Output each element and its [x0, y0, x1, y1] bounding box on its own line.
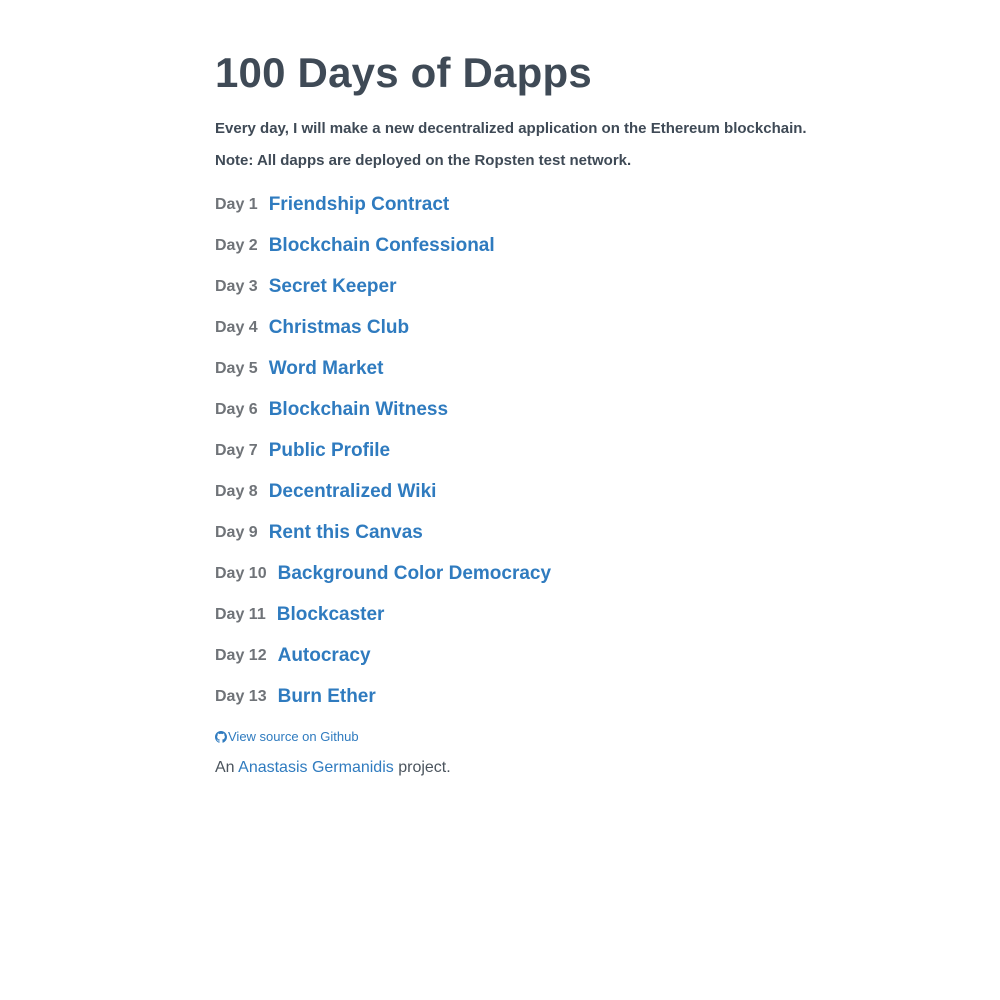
day-label: Day 6 [215, 400, 258, 418]
dapp-link[interactable]: Public Profile [268, 439, 391, 461]
dapp-link[interactable]: Blockchain Witness [268, 398, 449, 420]
list-item [215, 389, 835, 430]
day-label: Day 1 [215, 195, 258, 213]
dapp-link[interactable]: Background Color Democracy [277, 562, 552, 584]
page-title: 100 Days of Dapps [215, 49, 592, 96]
dapp-link[interactable]: Secret Keeper [268, 275, 397, 297]
dapp-link[interactable]: Decentralized Wiki [268, 480, 437, 502]
footer-credit [215, 757, 835, 779]
list-item [215, 430, 835, 471]
list-item [215, 348, 835, 389]
day-label: Day 10 [215, 564, 267, 582]
dapp-link[interactable]: Word Market [268, 357, 384, 379]
dapp-link[interactable]: Rent this Canvas [268, 521, 423, 543]
day-label: Day 9 [215, 523, 258, 541]
main-content [215, 46, 835, 779]
list-item [215, 184, 835, 225]
github-link-label: View source on Github [228, 728, 359, 744]
day-label: Day 4 [215, 318, 258, 336]
day-label: Day 7 [215, 441, 258, 459]
list-item [215, 594, 835, 635]
day-label: Day 3 [215, 277, 258, 295]
dapp-link[interactable]: Blockchain Confessional [268, 234, 495, 256]
list-item [215, 307, 835, 348]
footer-suffix: project. [398, 759, 451, 776]
dapp-link[interactable]: Blockcaster [276, 603, 385, 625]
github-icon [215, 731, 227, 743]
list-item [215, 553, 835, 594]
dapp-link[interactable]: Autocracy [277, 644, 371, 666]
day-label: Day 13 [215, 687, 267, 705]
days-list [215, 184, 835, 717]
list-item [215, 266, 835, 307]
network-note: Note: All dapps are deployed on the Ropsten test network. [215, 152, 632, 169]
list-item [215, 635, 835, 676]
intro-text: Every day, I will make a new decentralized application on the Ethereum blockchain. [215, 120, 807, 137]
footer-prefix: An [215, 759, 235, 776]
list-item [215, 471, 835, 512]
day-label: Day 8 [215, 482, 258, 500]
day-label: Day 2 [215, 236, 258, 254]
list-item [215, 512, 835, 553]
list-item [215, 676, 835, 717]
day-label: Day 12 [215, 646, 267, 664]
author-link[interactable]: Anastasis Germanidis [238, 759, 394, 776]
list-item [215, 225, 835, 266]
github-source-link[interactable] [215, 726, 835, 746]
day-label: Day 5 [215, 359, 258, 377]
day-label: Day 11 [215, 605, 266, 623]
dapp-link[interactable]: Christmas Club [268, 316, 410, 338]
dapp-link[interactable]: Burn Ether [277, 685, 376, 707]
dapp-link[interactable]: Friendship Contract [268, 193, 450, 215]
